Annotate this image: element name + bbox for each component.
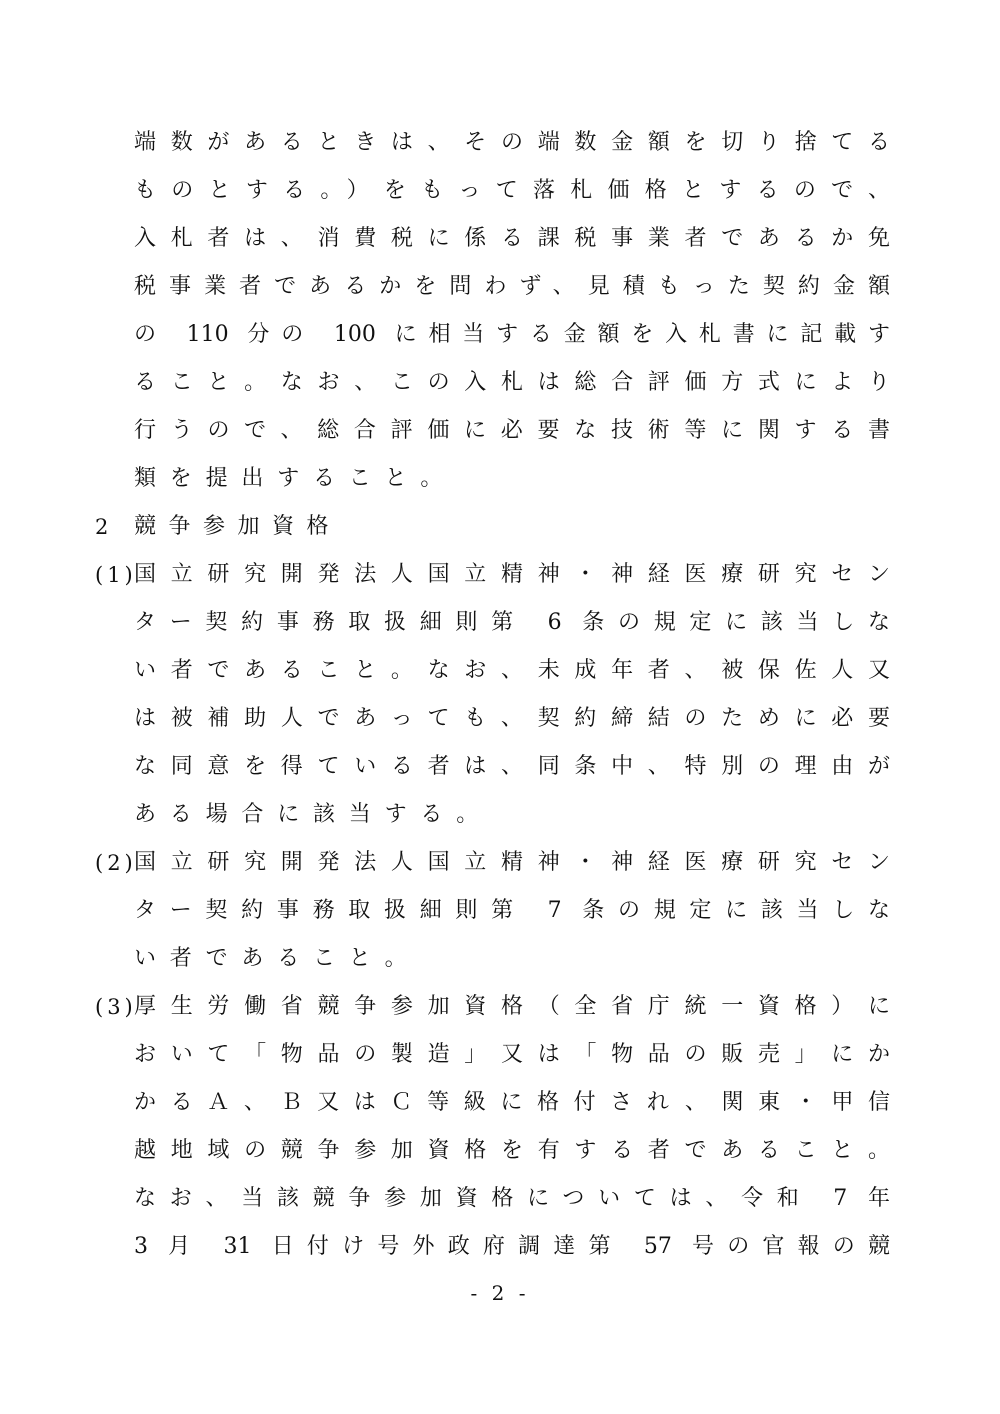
text-line — [0, 939, 1000, 979]
line-text: 国立研究開発法人国立精神・神経医療研究セン — [134, 562, 890, 587]
line-text: ること。なお、この入札は総合評価方式により — [134, 370, 890, 395]
line-text: ター契約事務取扱細則第 7 条の規定に該当しな — [134, 898, 890, 923]
line-text: なお、当該競争参加資格については、令和 7 年 — [134, 1186, 890, 1211]
text-line — [0, 1131, 1000, 1171]
line-text: い者であること。 — [134, 946, 421, 971]
line-text: な同意を得ている者は、同条中、特別の理由が — [134, 754, 890, 779]
text-line — [0, 267, 1000, 307]
line-text: い者であること。なお、未成年者、被保佐人又 — [134, 658, 890, 683]
text-line — [0, 459, 1000, 499]
text-line — [0, 363, 1000, 403]
text-line — [0, 747, 1000, 787]
text-line — [0, 411, 1000, 451]
line-text: 3 月 31 日付け号外政府調達第 57 号の官報の競 — [134, 1234, 890, 1259]
line-text: 類を提出すること。 — [134, 466, 457, 491]
text-line — [0, 795, 1000, 835]
line-text: ものとする。）をもって落札価格とするので、 — [134, 178, 890, 203]
text-line — [0, 1083, 1000, 1123]
text-line — [0, 171, 1000, 211]
text-line — [0, 843, 1000, 883]
section-number: 2 — [95, 515, 113, 539]
text-line — [0, 555, 1000, 595]
item-number: (2) — [95, 851, 137, 875]
text-line — [0, 219, 1000, 259]
line-text: ある場合に該当する。 — [134, 802, 493, 827]
text-line — [0, 1035, 1000, 1075]
line-text: 行うので、総合評価に必要な技術等に関する書 — [134, 418, 890, 443]
line-text: 厚生労働省競争参加資格（全省庁統一資格）に — [134, 994, 890, 1019]
line-text: は被補助人であっても、契約締結のために必要 — [134, 706, 890, 731]
text-line — [0, 891, 1000, 931]
line-text: 国立研究開発法人国立精神・神経医療研究セン — [134, 850, 890, 875]
text-line — [0, 1227, 1000, 1267]
line-text: 税事業者であるかを問わず、見積もった契約金額 — [134, 274, 890, 299]
text-line — [0, 651, 1000, 691]
page-number: - 2 - — [470, 1281, 530, 1305]
text-line — [0, 315, 1000, 355]
item-number: (3) — [95, 995, 137, 1019]
text-line — [0, 123, 1000, 163]
line-text: ター契約事務取扱細則第 6 条の規定に該当しな — [134, 610, 890, 635]
item-number: (1) — [95, 563, 137, 587]
text-line — [0, 603, 1000, 643]
line-text: 入札者は、消費税に係る課税事業者であるか免 — [134, 226, 890, 251]
section-title: 競争参加資格 — [134, 514, 342, 539]
text-line — [0, 1179, 1000, 1219]
text-line — [0, 699, 1000, 739]
line-text: おいて「物品の製造」又は「物品の販売」にか — [134, 1042, 890, 1067]
line-text: 端数があるときは、その端数金額を切り捨てる — [134, 130, 890, 155]
section-heading — [0, 507, 1000, 547]
text-line — [0, 987, 1000, 1027]
line-text: の 110 分の 100 に相当する金額を入札書に記載す — [134, 322, 890, 347]
line-text: 越地域の競争参加資格を有する者であること。 — [134, 1138, 890, 1163]
line-text: かるＡ、Ｂ又はＣ等級に格付され、関東・甲信 — [134, 1090, 890, 1115]
